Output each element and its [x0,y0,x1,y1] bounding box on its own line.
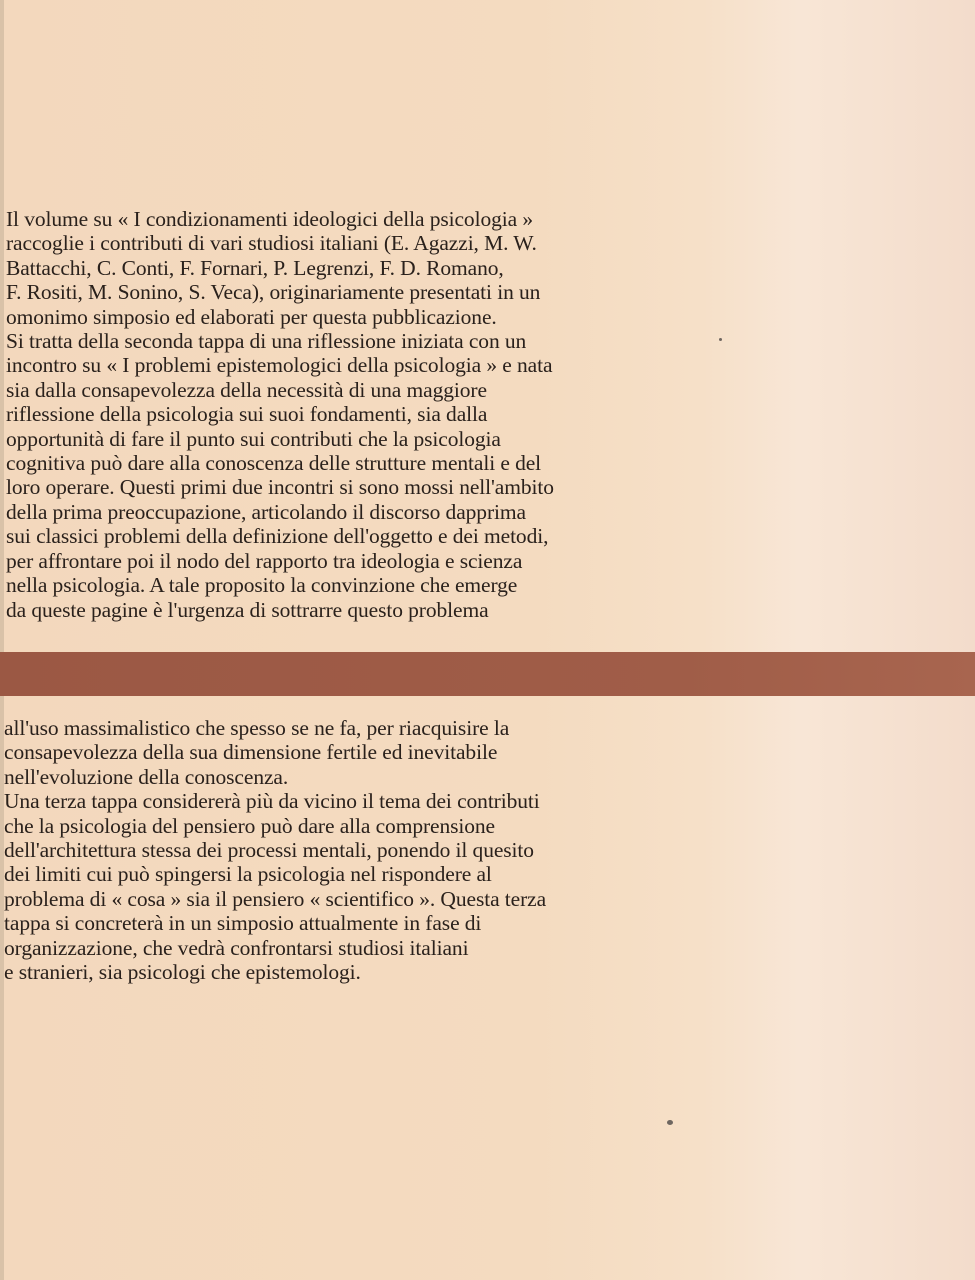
decorative-band [0,652,975,696]
text-line: riflessione della psicologia sui suoi fondamenti, sia dalla [6,402,488,427]
text-line: Il volume su « I condizionamenti ideologici della psicologia » [6,207,533,231]
text-line: loro operare. Questi primi due incontri si sono mossi nell'ambito [6,475,554,500]
text-line: cognitiva può dare alla conoscenza delle strutture mentali e del [6,451,542,476]
text-line: sui classici problemi della definizione dell'oggetto e dei metodi, [6,524,549,549]
lower-paragraph [4,716,546,984]
text-line: raccoglie i contributi di vari studiosi italiani (E. Agazzi, M. W. [6,231,537,256]
text-line: incontro su « I problemi epistemologici della psicologia » e nata [6,353,553,378]
page-edge [0,0,4,1280]
text-line: della prima preoccupazione, articolando il discorso dapprima [6,499,526,524]
text-line: nell'evoluzione della conoscenza. [4,764,289,789]
text-line: per affrontare poi il nodo del rapporto tra ideologia e scienza [6,548,523,573]
text-line: opportunità di fare il punto sui contributi che la psicologia [6,426,501,451]
upper-paragraph [6,207,554,622]
text-line: all'uso massimalistico che spesso se ne fa, per riacquisire la [4,716,510,740]
text-line: tappa si concreterà in un simposio attualmente in fase di [4,911,482,936]
text-line: Una terza tappa considererà più da vicino il tema dei contributi [4,789,540,814]
paper-speck [719,338,722,341]
text-line: sia dalla consapevolezza della necessità di una maggiore [6,377,487,402]
text-line: che la psicologia del pensiero può dare alla comprensione [4,813,496,838]
text-line: dell'architettura stessa dei processi mentali, ponendo il quesito [4,838,534,863]
text-line: dei limiti cui può spingersi la psicologia nel rispondere al [4,862,492,887]
text-line: Battacchi, C. Conti, F. Fornari, P. Legrenzi, F. D. Romano, [6,255,504,280]
text-line: nella psicologia. A tale proposito la convinzione che emerge [6,573,518,598]
text-line: e stranieri, sia psicologi che epistemologi. [4,960,361,985]
text-line: problema di « cosa » sia il pensiero « scientifico ». Questa terza [4,886,547,911]
paper-speck [667,1120,673,1125]
text-line: Si tratta della seconda tappa di una riflessione iniziata con un [6,329,527,354]
text-line: da queste pagine è l'urgenza di sottrarre questo problema [6,597,489,622]
text-line: omonimo simposio ed elaborati per questa pubblicazione. [6,304,497,329]
text-line: organizzazione, che vedrà confrontarsi studiosi italiani [4,935,469,960]
text-line: consapevolezza della sua dimensione fertile ed inevitabile [4,740,498,765]
text-line: F. Rositi, M. Sonino, S. Veca), originariamente presentati in un [6,280,541,305]
